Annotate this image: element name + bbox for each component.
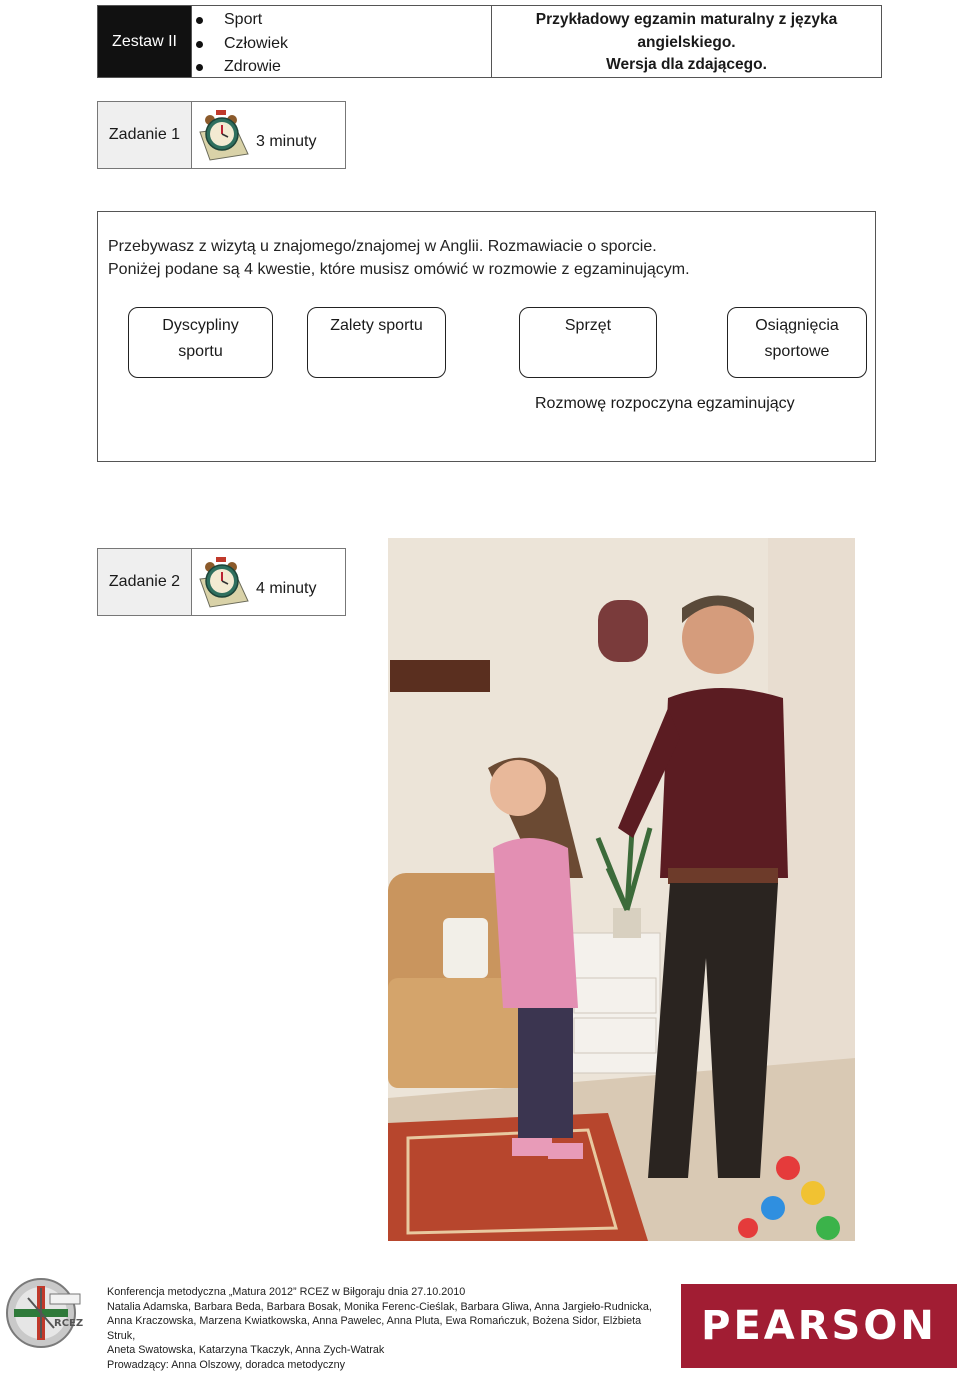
task-1-label: Zadanie 1 bbox=[98, 102, 192, 168]
topics-cell bbox=[191, 6, 492, 77]
prompt-line: Osiągnięcia bbox=[755, 317, 839, 334]
instructions-frame bbox=[97, 211, 876, 462]
footer-line: Anna Kraczowska, Marzena Kwiatkowska, Anna Pawelec, Anna Pluta, Ewa Romańczuk, Bożena Sidor, Elżbieta Struk, bbox=[107, 1315, 642, 1342]
exam-title-line: Przykładowy egzamin maturalny z języka bbox=[535, 11, 838, 28]
task-2-time: 4 minuty bbox=[256, 580, 317, 597]
prompt-box bbox=[519, 307, 657, 378]
prompt-line: Dyscypliny bbox=[162, 317, 239, 334]
instructions-line: Przebywasz z wizytą u znajomego/znajomej w Anglii. Rozmawiacie o sporcie. bbox=[108, 238, 657, 255]
exam-photo bbox=[388, 538, 855, 1241]
header-table bbox=[97, 5, 882, 78]
exam-title-line: angielskiego. bbox=[637, 33, 736, 51]
topic-item: Zdrowie bbox=[224, 55, 491, 79]
footer-credits bbox=[107, 1285, 667, 1373]
pearson-logo bbox=[681, 1284, 957, 1368]
instructions-text bbox=[108, 235, 690, 281]
task-2-label: Zadanie 2 bbox=[98, 549, 192, 615]
prompt-box bbox=[727, 307, 867, 378]
instructions-line: Poniżej podane są 4 kwestie, które musisz omówić w rozmowie z egzaminującym. bbox=[108, 261, 690, 278]
footer-line: Aneta Swatowska, Katarzyna Tkaczyk, Anna Zych-Watrak bbox=[107, 1344, 385, 1357]
alarm-clock-icon bbox=[192, 102, 256, 168]
rcez-logo-text: RCEZ bbox=[54, 1318, 84, 1329]
alarm-clock-icon bbox=[192, 549, 256, 615]
footer-line: Natalia Adamska, Barbara Beda, Barbara Bosak, Monika Ferenc-Cieślak, Barbara Gliwa, Anna Jargieło-Rudnicka, bbox=[107, 1300, 652, 1313]
prompt-box bbox=[128, 307, 273, 378]
topic-item: Sport bbox=[224, 8, 491, 32]
pearson-logo-text: PEARSON bbox=[701, 1303, 937, 1349]
footer-line: Konferencja metodyczna „Matura 2012” RCEZ w Biłgoraju dnia 27.10.2010 bbox=[107, 1286, 466, 1298]
task-1-box bbox=[97, 101, 346, 169]
topic-item: Człowiek bbox=[224, 32, 491, 56]
task-1-time: 3 minuty bbox=[256, 133, 317, 150]
topics-list bbox=[192, 8, 491, 79]
footer-line: Prowadzący: Anna Olszowy, doradca metodyczny bbox=[107, 1358, 346, 1371]
start-note: Rozmowę rozpoczyna egzaminujący bbox=[535, 395, 795, 412]
exam-title-line: Wersja dla zdającego. bbox=[606, 56, 767, 73]
prompt-line: sportu bbox=[178, 343, 223, 360]
prompt-line: Zalety sportu bbox=[330, 317, 423, 334]
prompt-box bbox=[307, 307, 446, 378]
prompt-line: sportowe bbox=[764, 343, 830, 360]
rcez-logo bbox=[4, 1276, 94, 1350]
exam-title bbox=[492, 6, 881, 77]
zestaw-label: Zestaw II bbox=[98, 6, 191, 77]
task-2-box bbox=[97, 548, 346, 616]
prompt-line: Sprzęt bbox=[564, 317, 612, 334]
